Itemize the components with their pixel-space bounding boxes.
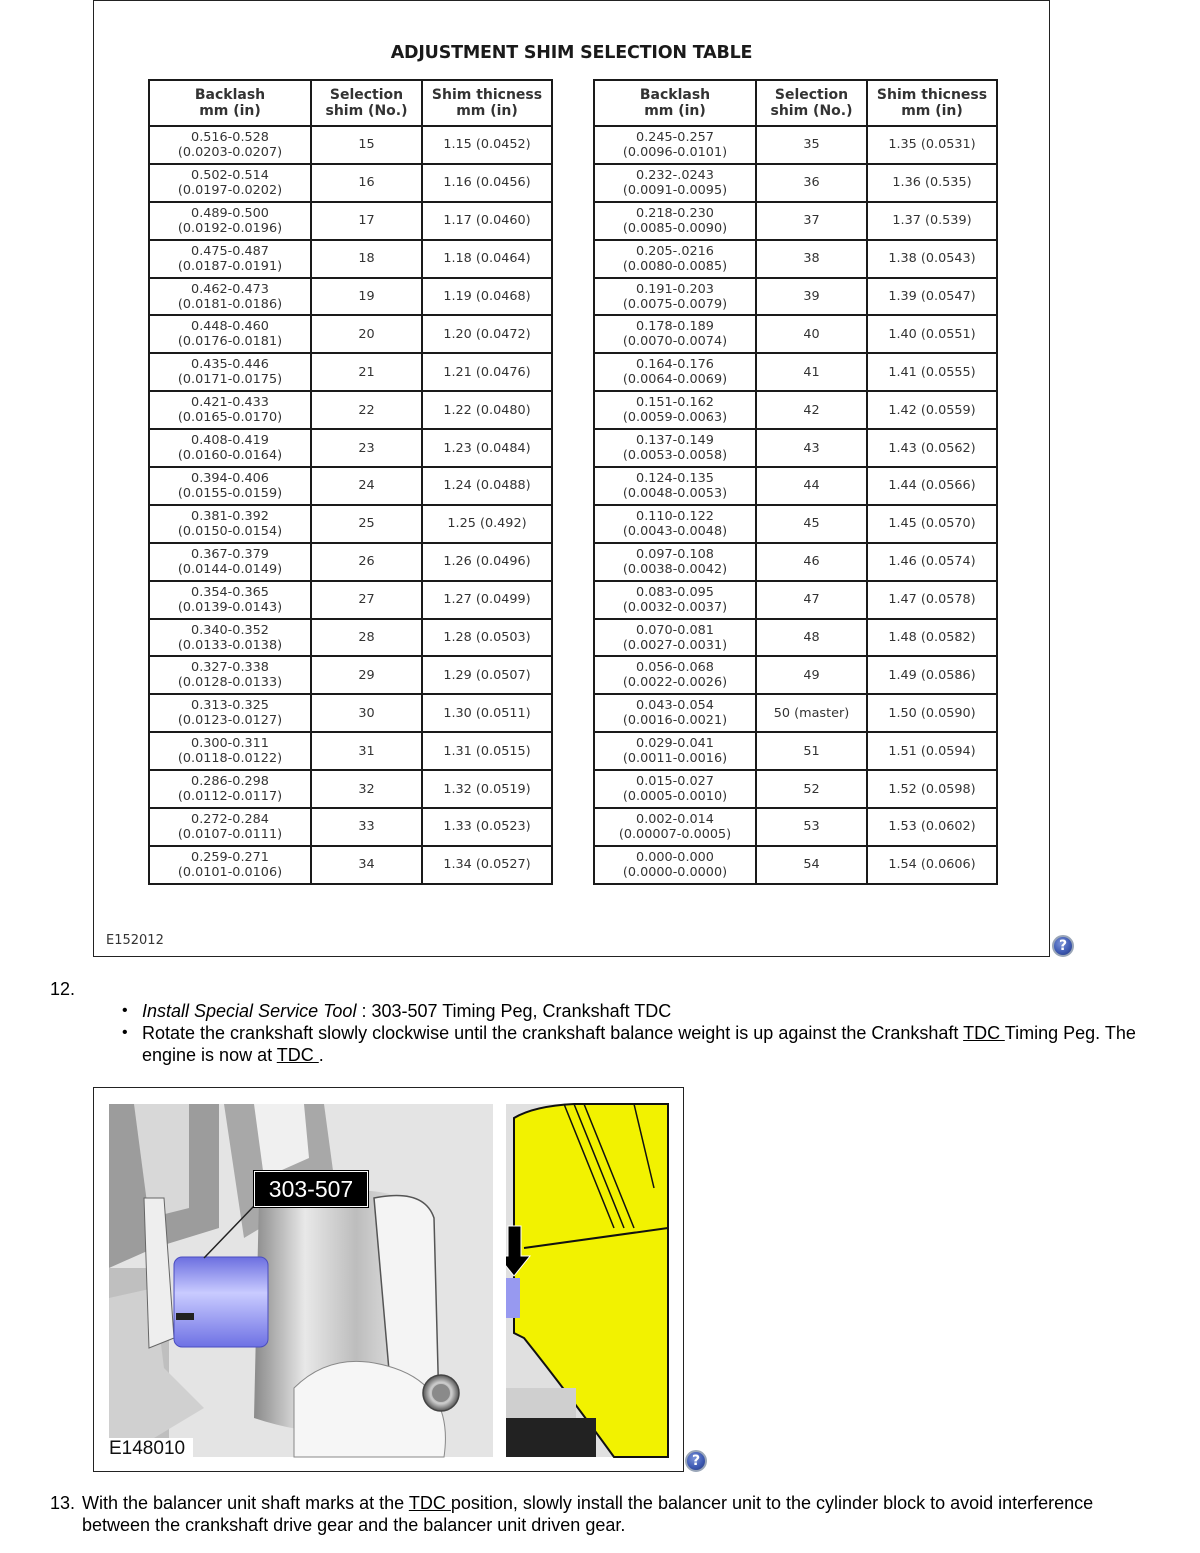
table-row — [149, 164, 552, 202]
shim-thickness-cell: 1.48 (0.0582) — [867, 619, 997, 657]
backlash-cell: 0.110-0.122 (0.0043-0.0048) — [594, 505, 756, 543]
table-row — [594, 240, 997, 278]
shim-thickness-cell: 1.15 (0.0452) — [422, 126, 552, 164]
shim-thickness-cell: 1.53 (0.0602) — [867, 808, 997, 846]
backlash-cell: 0.259-0.271 (0.0101-0.0106) — [149, 846, 311, 884]
shim-number-cell: 32 — [311, 770, 422, 808]
table-row — [594, 656, 997, 694]
shim-number-cell: 25 — [311, 505, 422, 543]
backlash-cell: 0.300-0.311 (0.0118-0.0122) — [149, 732, 311, 770]
shim-thickness-cell: 1.51 (0.0594) — [867, 732, 997, 770]
figure-title: ADJUSTMENT SHIM SELECTION TABLE — [390, 43, 753, 63]
shim-number-cell: 50 (master) — [756, 694, 867, 732]
backlash-cell: 0.272-0.284 (0.0107-0.0111) — [149, 808, 311, 846]
table-row — [149, 543, 552, 581]
table-row — [594, 808, 997, 846]
shim-number-cell: 31 — [311, 732, 422, 770]
table-row — [149, 619, 552, 657]
table-row — [594, 732, 997, 770]
backlash-cell: 0.462-0.473 (0.0181-0.0186) — [149, 278, 311, 316]
table-row — [594, 429, 997, 467]
shim-thickness-cell: 1.44 (0.0566) — [867, 467, 997, 505]
shim-number-cell: 19 — [311, 278, 422, 316]
shim-table-left — [148, 79, 553, 885]
backlash-cell: 0.000-0.000 (0.0000-0.0000) — [594, 846, 756, 884]
shim-thickness-cell: 1.39 (0.0547) — [867, 278, 997, 316]
shim-number-cell: 42 — [756, 391, 867, 429]
shim-number-cell: 40 — [756, 315, 867, 353]
table-row — [149, 240, 552, 278]
backlash-cell: 0.448-0.460 (0.0176-0.0181) — [149, 315, 311, 353]
shim-number-cell: 52 — [756, 770, 867, 808]
shim-thickness-cell: 1.28 (0.0503) — [422, 619, 552, 657]
backlash-cell: 0.475-0.487 (0.0187-0.0191) — [149, 240, 311, 278]
shim-number-cell: 24 — [311, 467, 422, 505]
backlash-cell: 0.191-0.203 (0.0075-0.0079) — [594, 278, 756, 316]
table-row — [594, 846, 997, 884]
tool-callout-label: 303-507 — [254, 1171, 368, 1207]
shim-number-cell: 51 — [756, 732, 867, 770]
shim-number-cell: 47 — [756, 581, 867, 619]
table-row — [149, 126, 552, 164]
figure-code: E148010 — [109, 1438, 193, 1460]
table-row — [594, 505, 997, 543]
table-row — [149, 694, 552, 732]
shim-thickness-cell: 1.31 (0.0515) — [422, 732, 552, 770]
header-selection: Selection shim (No.) — [311, 80, 422, 126]
shim-thickness-cell: 1.46 (0.0574) — [867, 543, 997, 581]
backlash-cell: 0.367-0.379 (0.0144-0.0149) — [149, 543, 311, 581]
shim-thickness-cell: 1.36 (0.535) — [867, 164, 997, 202]
shim-thickness-cell: 1.18 (0.0464) — [422, 240, 552, 278]
backlash-cell: 0.245-0.257 (0.0096-0.0101) — [594, 126, 756, 164]
shim-thickness-cell: 1.17 (0.0460) — [422, 202, 552, 240]
shim-thickness-cell: 1.16 (0.0456) — [422, 164, 552, 202]
shim-number-cell: 54 — [756, 846, 867, 884]
shim-number-cell: 45 — [756, 505, 867, 543]
table-row — [594, 694, 997, 732]
table-row — [149, 808, 552, 846]
shim-number-cell: 29 — [311, 656, 422, 694]
backlash-cell: 0.232-.0243 (0.0091-0.0095) — [594, 164, 756, 202]
step-12-bullets — [120, 1000, 1160, 1066]
tdc-link[interactable]: TDC — [963, 1023, 1005, 1043]
bullet-item: • Rotate the crankshaft slowly clockwise until the crankshaft balance weight is up against the Crankshaft TDC Timing Peg. The engine is now at TDC . — [120, 1022, 1160, 1066]
table-row — [149, 467, 552, 505]
shim-thickness-cell: 1.30 (0.0511) — [422, 694, 552, 732]
table-row — [594, 543, 997, 581]
backlash-cell: 0.002-0.014 (0.00007-0.0005) — [594, 808, 756, 846]
table-row — [149, 846, 552, 884]
shim-thickness-cell: 1.50 (0.0590) — [867, 694, 997, 732]
backlash-cell: 0.516-0.528 (0.0203-0.0207) — [149, 126, 311, 164]
table-row — [594, 315, 997, 353]
header-backlash: Backlash mm (in) — [594, 80, 756, 126]
backlash-cell: 0.070-0.081 (0.0027-0.0031) — [594, 619, 756, 657]
shim-thickness-cell: 1.21 (0.0476) — [422, 353, 552, 391]
step-number: 13. — [50, 1493, 76, 1513]
table-row — [149, 732, 552, 770]
table-row — [149, 353, 552, 391]
shim-number-cell: 17 — [311, 202, 422, 240]
backlash-cell: 0.178-0.189 (0.0070-0.0074) — [594, 315, 756, 353]
shim-selection-figure — [93, 0, 1050, 957]
backlash-cell: 0.408-0.419 (0.0160-0.0164) — [149, 429, 311, 467]
shim-thickness-cell: 1.34 (0.0527) — [422, 846, 552, 884]
tdc-link[interactable]: TDC — [276, 1045, 319, 1065]
backlash-cell: 0.056-0.068 (0.0022-0.0026) — [594, 656, 756, 694]
shim-thickness-cell: 1.27 (0.0499) — [422, 581, 552, 619]
shim-thickness-cell: 1.20 (0.0472) — [422, 315, 552, 353]
backlash-cell: 0.354-0.365 (0.0139-0.0143) — [149, 581, 311, 619]
engine-drawing — [94, 1088, 684, 1472]
shim-number-cell: 16 — [311, 164, 422, 202]
shim-thickness-cell: 1.19 (0.0468) — [422, 278, 552, 316]
shim-thickness-cell: 1.26 (0.0496) — [422, 543, 552, 581]
table-row — [594, 391, 997, 429]
timing-peg-illustration — [93, 1087, 684, 1472]
shim-thickness-cell: 1.40 (0.0551) — [867, 315, 997, 353]
step-number: 12. — [50, 979, 76, 999]
shim-number-cell: 46 — [756, 543, 867, 581]
backlash-cell: 0.340-0.352 (0.0133-0.0138) — [149, 619, 311, 657]
shim-number-cell: 27 — [311, 581, 422, 619]
table-row — [594, 202, 997, 240]
backlash-cell: 0.421-0.433 (0.0165-0.0170) — [149, 391, 311, 429]
table-row — [594, 126, 997, 164]
shim-number-cell: 26 — [311, 543, 422, 581]
shim-number-cell: 53 — [756, 808, 867, 846]
backlash-cell: 0.381-0.392 (0.0150-0.0154) — [149, 505, 311, 543]
backlash-cell: 0.218-0.230 (0.0085-0.0090) — [594, 202, 756, 240]
shim-number-cell: 33 — [311, 808, 422, 846]
shim-thickness-cell: 1.38 (0.0543) — [867, 240, 997, 278]
shim-number-cell: 35 — [756, 126, 867, 164]
backlash-cell: 0.124-0.135 (0.0048-0.0053) — [594, 467, 756, 505]
table-row — [594, 581, 997, 619]
tdc-link[interactable]: TDC — [408, 1493, 451, 1513]
shim-thickness-cell: 1.35 (0.0531) — [867, 126, 997, 164]
help-icon[interactable]: ? — [1052, 935, 1074, 957]
table-row — [149, 505, 552, 543]
figure-code: E152012 — [106, 933, 164, 948]
shim-number-cell: 21 — [311, 353, 422, 391]
table-row — [594, 770, 997, 808]
shim-thickness-cell: 1.47 (0.0578) — [867, 581, 997, 619]
backlash-cell: 0.286-0.298 (0.0112-0.0117) — [149, 770, 311, 808]
table-header-row — [149, 80, 552, 126]
shim-number-cell: 15 — [311, 126, 422, 164]
shim-thickness-cell: 1.52 (0.0598) — [867, 770, 997, 808]
shim-number-cell: 23 — [311, 429, 422, 467]
shim-number-cell: 49 — [756, 656, 867, 694]
shim-number-cell: 20 — [311, 315, 422, 353]
table-row — [149, 770, 552, 808]
table-row — [594, 353, 997, 391]
shim-number-cell: 18 — [311, 240, 422, 278]
shim-number-cell: 38 — [756, 240, 867, 278]
header-thickness: Shim thicness mm (in) — [422, 80, 552, 126]
table-row — [594, 164, 997, 202]
backlash-cell: 0.029-0.041 (0.0011-0.0016) — [594, 732, 756, 770]
table-row — [149, 315, 552, 353]
shim-thickness-cell: 1.54 (0.0606) — [867, 846, 997, 884]
shim-thickness-cell: 1.41 (0.0555) — [867, 353, 997, 391]
table-body — [594, 126, 997, 884]
shim-number-cell: 37 — [756, 202, 867, 240]
table-row — [594, 467, 997, 505]
header-selection: Selection shim (No.) — [756, 80, 867, 126]
backlash-cell: 0.015-0.027 (0.0005-0.0010) — [594, 770, 756, 808]
shim-number-cell: 36 — [756, 164, 867, 202]
table-row — [594, 619, 997, 657]
shim-number-cell: 48 — [756, 619, 867, 657]
shim-number-cell: 44 — [756, 467, 867, 505]
special-tool-label: Install Special Service Tool — [142, 1001, 357, 1021]
shim-thickness-cell: 1.32 (0.0519) — [422, 770, 552, 808]
backlash-cell: 0.083-0.095 (0.0032-0.0037) — [594, 581, 756, 619]
backlash-cell: 0.043-0.054 (0.0016-0.0021) — [594, 694, 756, 732]
shim-thickness-cell: 1.23 (0.0484) — [422, 429, 552, 467]
step-13 — [50, 1492, 1130, 1536]
backlash-cell: 0.137-0.149 (0.0053-0.0058) — [594, 429, 756, 467]
shim-thickness-cell: 1.42 (0.0559) — [867, 391, 997, 429]
shim-thickness-cell: 1.22 (0.0480) — [422, 391, 552, 429]
help-icon[interactable]: ? — [685, 1450, 707, 1472]
bullet-item: • Install Special Service Tool : 303-507 Timing Peg, Crankshaft TDC — [120, 1000, 1160, 1022]
table-row — [149, 581, 552, 619]
shim-table-right — [593, 79, 998, 885]
table-body — [149, 126, 552, 884]
table-row — [149, 202, 552, 240]
backlash-cell: 0.435-0.446 (0.0171-0.0175) — [149, 353, 311, 391]
step-text: With the balancer unit shaft marks at the TDC position, slowly install the balancer unit to the cylinder block to avoid interference between the crankshaft drive gear and the balancer unit driven gear. — [82, 1493, 1094, 1535]
table-row — [149, 391, 552, 429]
backlash-cell: 0.097-0.108 (0.0038-0.0042) — [594, 543, 756, 581]
table-row — [149, 656, 552, 694]
shim-thickness-cell: 1.49 (0.0586) — [867, 656, 997, 694]
backlash-cell: 0.205-.0216 (0.0080-0.0085) — [594, 240, 756, 278]
shim-thickness-cell: 1.25 (0.492) — [422, 505, 552, 543]
shim-number-cell: 28 — [311, 619, 422, 657]
backlash-cell: 0.151-0.162 (0.0059-0.0063) — [594, 391, 756, 429]
table-header-row — [594, 80, 997, 126]
shim-thickness-cell: 1.45 (0.0570) — [867, 505, 997, 543]
backlash-cell: 0.394-0.406 (0.0155-0.0159) — [149, 467, 311, 505]
backlash-cell: 0.502-0.514 (0.0197-0.0202) — [149, 164, 311, 202]
header-backlash: Backlash mm (in) — [149, 80, 311, 126]
table-row — [149, 429, 552, 467]
header-thickness: Shim thicness mm (in) — [867, 80, 997, 126]
shim-number-cell: 30 — [311, 694, 422, 732]
shim-number-cell: 34 — [311, 846, 422, 884]
table-row — [149, 278, 552, 316]
backlash-cell: 0.489-0.500 (0.0192-0.0196) — [149, 202, 311, 240]
shim-number-cell: 39 — [756, 278, 867, 316]
shim-thickness-cell: 1.33 (0.0523) — [422, 808, 552, 846]
backlash-cell: 0.164-0.176 (0.0064-0.0069) — [594, 353, 756, 391]
backlash-cell: 0.327-0.338 (0.0128-0.0133) — [149, 656, 311, 694]
shim-thickness-cell: 1.43 (0.0562) — [867, 429, 997, 467]
shim-thickness-cell: 1.37 (0.539) — [867, 202, 997, 240]
shim-number-cell: 41 — [756, 353, 867, 391]
table-row — [594, 278, 997, 316]
shim-number-cell: 22 — [311, 391, 422, 429]
shim-number-cell: 43 — [756, 429, 867, 467]
shim-thickness-cell: 1.29 (0.0507) — [422, 656, 552, 694]
shim-thickness-cell: 1.24 (0.0488) — [422, 467, 552, 505]
backlash-cell: 0.313-0.325 (0.0123-0.0127) — [149, 694, 311, 732]
